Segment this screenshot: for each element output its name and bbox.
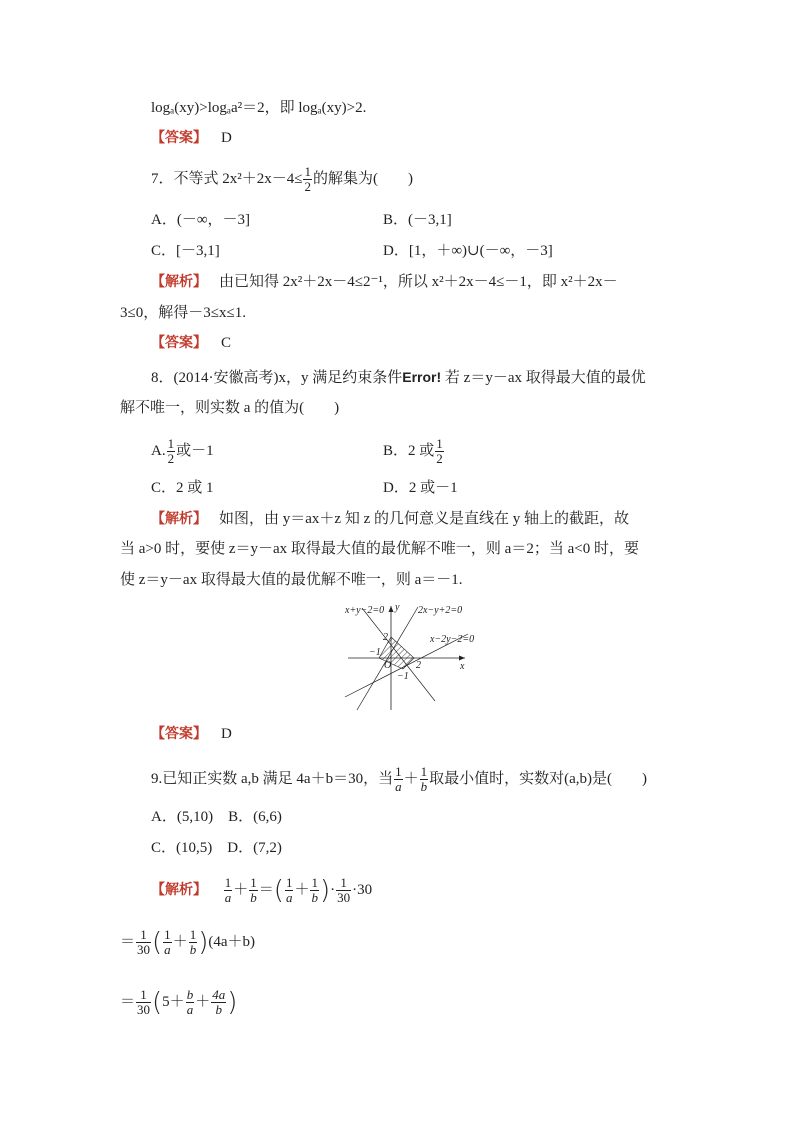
q7-answer: C bbox=[221, 335, 232, 351]
q8-option-a bbox=[151, 437, 214, 466]
q8-stem-pre: 8．(2014·安徽高考)x，y 满足约束条件 bbox=[151, 370, 403, 386]
sol3-frac-30 bbox=[136, 988, 151, 1017]
analysis-tag: 【解析】 bbox=[151, 511, 207, 527]
frac-den: 2 bbox=[167, 451, 175, 466]
q8-option-b-label: B．2 或 bbox=[383, 442, 435, 459]
frac-den: a bbox=[395, 779, 402, 794]
five-plus: 5＋ bbox=[162, 993, 185, 1010]
label-tick-m1x: −1 bbox=[369, 647, 381, 658]
label-origin: O bbox=[384, 660, 392, 671]
q7-analysis-text1: 由已知得 2x²＋2x－4≤2⁻¹，所以 x²＋2x－4≤－1，即 x²＋2x－ bbox=[219, 274, 618, 290]
q8-analysis-text1: 如图，由 y＝ax＋z 知 z 的几何意义是直线在 y 轴上的截距，故 bbox=[219, 511, 629, 527]
analysis-tag: 【解析】 bbox=[151, 274, 207, 290]
q8-option-a-fraction bbox=[167, 437, 176, 466]
plus-sign: ＋ bbox=[294, 881, 310, 898]
q8-option-b bbox=[383, 437, 445, 466]
sol2-frac-30 bbox=[136, 928, 151, 957]
q9-stem-post: 取最小值时，实数对(a,b)是( ) bbox=[429, 770, 647, 787]
sol-frac-1a bbox=[224, 876, 233, 905]
label-tick-2y: 2 bbox=[383, 632, 388, 643]
q7-option-c: C．[－3,1] bbox=[151, 243, 220, 259]
q6-answer-row bbox=[151, 128, 232, 148]
y-axis-arrow bbox=[389, 606, 394, 612]
plus-sign: ＋ bbox=[233, 881, 249, 898]
frac-den: b bbox=[189, 942, 197, 957]
q7-option-b: B．(－3,1] bbox=[383, 212, 452, 228]
q6-conclusion-line: logₐ(xy)>logₐa²＝2，即 logₐ(xy)>2. bbox=[151, 100, 367, 116]
q7-stem-pre: 7．不等式 2x²＋2x－4≤ bbox=[151, 170, 303, 187]
sol2-frac-b bbox=[189, 928, 198, 957]
q9-options-ab: A．(5,10) B．(6,6) bbox=[151, 809, 282, 825]
frac-den: a bbox=[186, 1002, 194, 1017]
frac-den: 2 bbox=[436, 451, 443, 466]
frac-num: 1 bbox=[136, 928, 151, 943]
label-axis-x: x bbox=[460, 661, 465, 672]
frac-den: a bbox=[164, 942, 171, 957]
answer-tag: 【答案】 bbox=[151, 130, 207, 146]
q8-answer-row bbox=[151, 724, 232, 744]
q9-options-cd: C．(10,5) D．(7,2) bbox=[151, 840, 282, 856]
q9-solution-line3: ＝ $\frac{1}{30}$ (5＋ $\frac{b}{a}$ ＋ $\frac{4a}{b}$ ) bbox=[120, 987, 238, 1018]
q8-feasible-region-figure bbox=[340, 600, 475, 715]
q8-option-d: D．2 或－1 bbox=[383, 480, 458, 496]
frac-num: 1 bbox=[164, 927, 171, 942]
q9-stem-pre: 9.已知正实数 a,b 满足 4a＋b＝30，当 bbox=[151, 770, 394, 787]
frac-num: 1 bbox=[311, 875, 318, 890]
times-30: ·30 bbox=[352, 881, 373, 898]
sol-frac-2b bbox=[310, 876, 319, 905]
sol-frac-30 bbox=[336, 876, 351, 905]
plus-sign: ＋ bbox=[403, 770, 419, 787]
dot: · bbox=[330, 881, 336, 898]
q7-fraction bbox=[303, 165, 312, 194]
frac-den: 30 bbox=[137, 1002, 151, 1017]
frac-num: 1 bbox=[336, 876, 351, 891]
frac-num: 4a bbox=[212, 987, 226, 1002]
q9-solution-line2: ＝ $\frac{1}{30}$ ( $\frac{1}{a}$ ＋ $\frac{1}{b}$ )(4a＋b) bbox=[120, 927, 255, 958]
q8-stem-line2: 解不唯一，则实数 a 的值为( ) bbox=[120, 400, 340, 416]
equals-sign: ＝ bbox=[120, 993, 136, 1010]
frac-den: a bbox=[285, 890, 293, 905]
frac-num: 1 bbox=[136, 988, 151, 1003]
sol3-frac-ba bbox=[186, 988, 195, 1017]
frac-den: a bbox=[224, 890, 232, 905]
frac-den: 30 bbox=[337, 890, 351, 905]
answer-tag: 【答案】 bbox=[151, 726, 207, 742]
frac-den: 30 bbox=[137, 942, 151, 957]
q7-option-a: A．(－∞，－3] bbox=[151, 212, 251, 228]
q8-option-a-label: A. bbox=[151, 442, 166, 459]
q8-stem-line1 bbox=[151, 367, 646, 388]
q7-analysis-line1 bbox=[151, 272, 618, 292]
frac-den: b bbox=[215, 1002, 222, 1017]
q7-stem bbox=[151, 165, 413, 194]
q8-answer: D bbox=[221, 726, 232, 742]
q8-option-c: C．2 或 1 bbox=[151, 480, 214, 496]
q7-frac-num: 1 bbox=[304, 164, 311, 179]
q7-analysis-line2: 3≤0，解得－3≤x≤1. bbox=[120, 305, 246, 321]
frac-den: b bbox=[311, 890, 318, 905]
frac-num: 1 bbox=[167, 436, 175, 451]
q8-analysis-line1 bbox=[151, 509, 629, 529]
equals-sign: ＝ bbox=[120, 933, 136, 950]
q7-frac-den: 2 bbox=[304, 179, 311, 194]
label-tick-2x: 2 bbox=[416, 660, 421, 671]
q9-frac-1b bbox=[420, 765, 429, 794]
q9-solution-line1: 【解析】 $\frac{1}{a}$ ＋ $\frac{1}{b}$ ＝( $\frac{1}{a}$ ＋ $\frac{1}{b}$ )· $\frac{1}{30}$ ·30 bbox=[151, 875, 373, 906]
frac-num: 1 bbox=[395, 764, 402, 779]
q9-frac-1a bbox=[394, 765, 403, 794]
q8-option-a-tail: 或－1 bbox=[176, 442, 214, 459]
q8-analysis-line3: 使 z＝y－ax 取得最大值的最优解不唯一，则 a＝－1. bbox=[120, 572, 463, 588]
sol2-tail: (4a＋b) bbox=[208, 933, 255, 950]
label-line1: x+y−2=0 bbox=[345, 605, 385, 616]
frac-den: b bbox=[250, 890, 257, 905]
q8-analysis-line2: 当 a>0 时，要使 z＝y－ax 取得最大值的最优解不唯一，则 a＝2；当 a<0 时，要 bbox=[120, 541, 639, 557]
frac-num: 1 bbox=[189, 927, 197, 942]
label-line3: x−2y−2=0 bbox=[430, 634, 475, 645]
frac-num: 1 bbox=[224, 875, 232, 890]
label-tick-m1y: −1 bbox=[397, 671, 409, 682]
plus-sign: ＋ bbox=[172, 933, 188, 950]
x-axis-arrow bbox=[459, 656, 465, 661]
label-axis-y: y bbox=[395, 602, 400, 613]
q7-answer-row bbox=[151, 333, 231, 353]
answer-tag: 【答案】 bbox=[151, 335, 207, 351]
q8-option-b-fraction bbox=[435, 437, 444, 466]
sol2-frac-a bbox=[163, 928, 172, 957]
frac-num: 1 bbox=[285, 875, 293, 890]
frac-num: 1 bbox=[420, 764, 428, 779]
q8-stem-post: 若 z＝y－ax 取得最大值的最优 bbox=[441, 370, 646, 386]
q8-error-text: Error! bbox=[402, 369, 442, 385]
plus-sign: ＋ bbox=[195, 993, 211, 1010]
frac-num: b bbox=[186, 987, 194, 1002]
label-line2: 2x−y+2=0 bbox=[418, 605, 463, 616]
equals-sign: ＝ bbox=[258, 881, 274, 898]
q6-answer: D bbox=[221, 130, 232, 146]
q7-stem-post: 的解集为( ) bbox=[312, 170, 413, 187]
sol-frac-1b bbox=[249, 876, 258, 905]
frac-den: b bbox=[420, 779, 428, 794]
frac-num: 1 bbox=[250, 875, 257, 890]
q9-stem bbox=[151, 765, 647, 794]
analysis-tag: 【解析】 bbox=[151, 881, 207, 898]
frac-num: 1 bbox=[436, 436, 443, 451]
q7-option-d: D．[1，＋∞)∪(－∞，－3] bbox=[383, 243, 553, 259]
sol-frac-2a bbox=[285, 876, 294, 905]
sol3-frac-4ab bbox=[211, 988, 226, 1017]
